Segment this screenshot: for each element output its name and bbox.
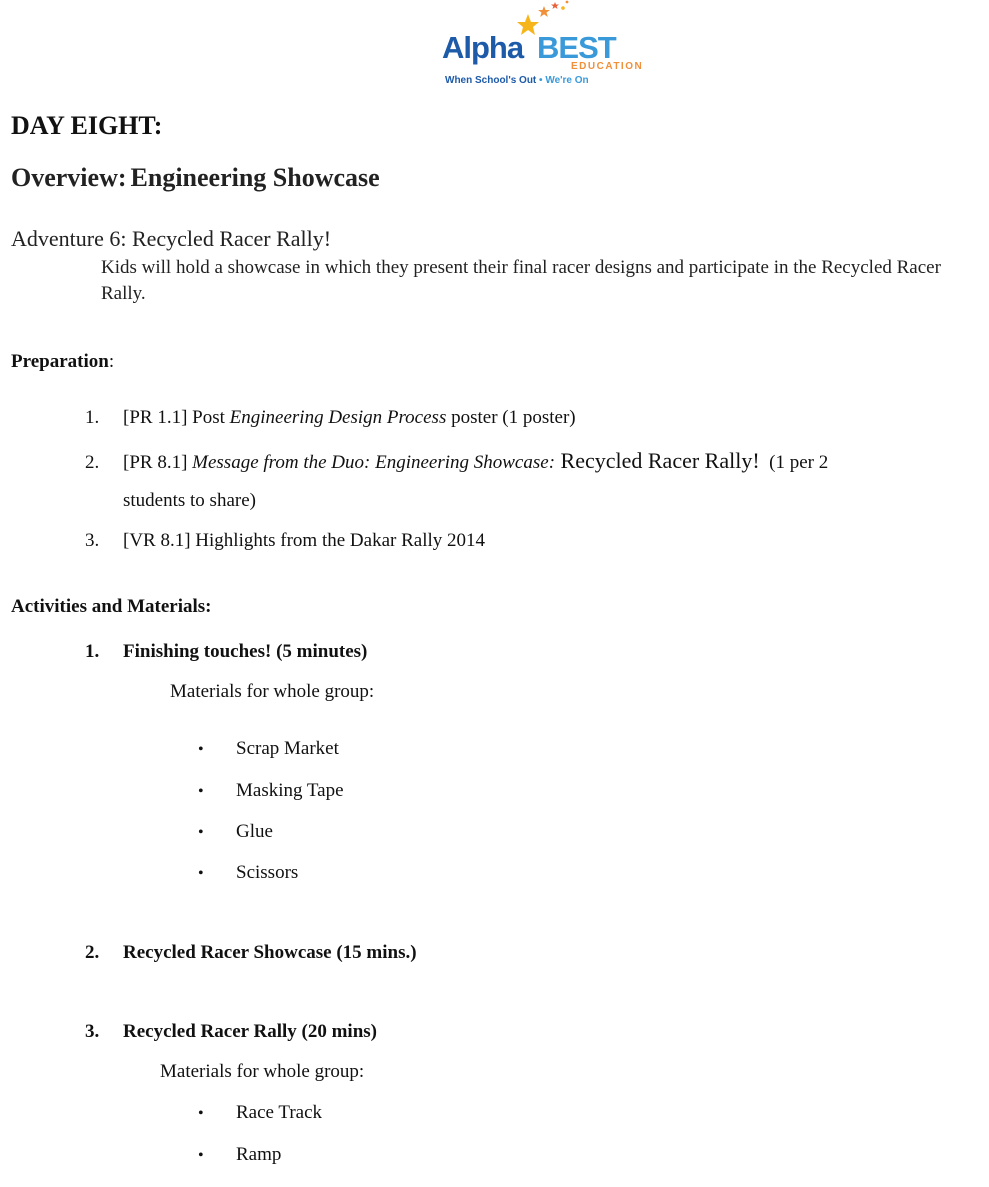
overview-label: Overview xyxy=(11,163,118,192)
material-text: Glue xyxy=(236,821,273,842)
material-text: Scissors xyxy=(236,862,299,883)
material-text: Ramp xyxy=(236,1144,282,1165)
preparation-label: Preparation xyxy=(11,351,109,372)
tagline-sep: • xyxy=(536,75,546,86)
list-item xyxy=(198,1144,281,1166)
list-number: 1. xyxy=(85,407,100,428)
preparation-heading xyxy=(11,351,114,373)
list-number: 1. xyxy=(85,641,100,662)
tagline-first: When School's Out xyxy=(445,75,537,86)
activity-3-materials-label: Materials for whole group: xyxy=(160,1061,365,1082)
prep-item-2 xyxy=(85,448,828,474)
bullet: • xyxy=(198,824,204,841)
prep-italic: Engineering Design Process xyxy=(229,407,447,428)
activity-title: Recycled Racer Rally (20 mins) xyxy=(123,1021,377,1042)
list-item xyxy=(198,780,344,802)
day-heading: DAY EIGHT: xyxy=(11,111,163,140)
prep-big: Recycled Racer Rally! xyxy=(555,448,760,473)
activities-heading: Activities and Materials: xyxy=(11,596,212,617)
activity-title: Recycled Racer Showcase (15 mins.) xyxy=(123,942,417,963)
prep-code: [PR 1.1] Post xyxy=(123,407,230,428)
logo-tagline xyxy=(445,75,589,86)
list-item xyxy=(198,738,339,760)
overview-heading xyxy=(11,163,380,193)
overview-colon: : xyxy=(117,163,127,192)
activity-2 xyxy=(85,942,417,964)
list-item xyxy=(198,1102,322,1124)
adventure-title: Adventure 6: Recycled Racer Rally! xyxy=(11,226,332,251)
bullet: • xyxy=(198,741,204,758)
list-item xyxy=(198,821,273,843)
tagline-second: We're On xyxy=(545,75,589,86)
list-item xyxy=(198,862,298,884)
prep-text: [VR 8.1] Highlights from the Dakar Rally 2014 xyxy=(123,530,486,551)
prep-rest: poster (1 poster) xyxy=(446,407,576,428)
bullet: • xyxy=(198,1105,204,1122)
bullet: • xyxy=(198,783,204,800)
bullet: • xyxy=(198,865,204,882)
prep-item-1 xyxy=(85,407,576,429)
prep-italic: Message from the Duo: Engineering Showcase: xyxy=(192,452,556,473)
activity-3 xyxy=(85,1021,377,1043)
logo-alpha-text: Alpha xyxy=(442,30,524,65)
list-number: 2. xyxy=(85,942,100,963)
activity-1-materials-label: Materials for whole group: xyxy=(170,681,375,702)
list-number: 2. xyxy=(85,452,100,473)
prep-rest: (1 per 2 xyxy=(759,452,829,473)
material-text: Race Track xyxy=(236,1102,323,1123)
overview-title: Engineering Showcase xyxy=(130,163,380,192)
preparation-colon: : xyxy=(108,351,115,372)
activity-1 xyxy=(85,641,367,663)
adventure-description: Kids will hold a showcase in which they present their final racer designs and participate in the Recycled Racer Rally. xyxy=(101,257,941,304)
logo-best-text: BEST xyxy=(537,30,616,65)
prep-code: [PR 8.1] xyxy=(123,452,193,473)
logo-education-text: EDUCATION xyxy=(571,61,644,72)
prep-item-3 xyxy=(85,530,485,552)
bullet: • xyxy=(198,1147,204,1164)
material-text: Scrap Market xyxy=(236,738,339,759)
list-number: 3. xyxy=(85,1021,100,1042)
prep-item-2-cont: students to share) xyxy=(123,490,256,511)
activity-title: Finishing touches! (5 minutes) xyxy=(123,641,368,662)
material-text: Masking Tape xyxy=(236,780,344,801)
alphabest-logo xyxy=(440,0,644,92)
list-number: 3. xyxy=(85,530,100,551)
